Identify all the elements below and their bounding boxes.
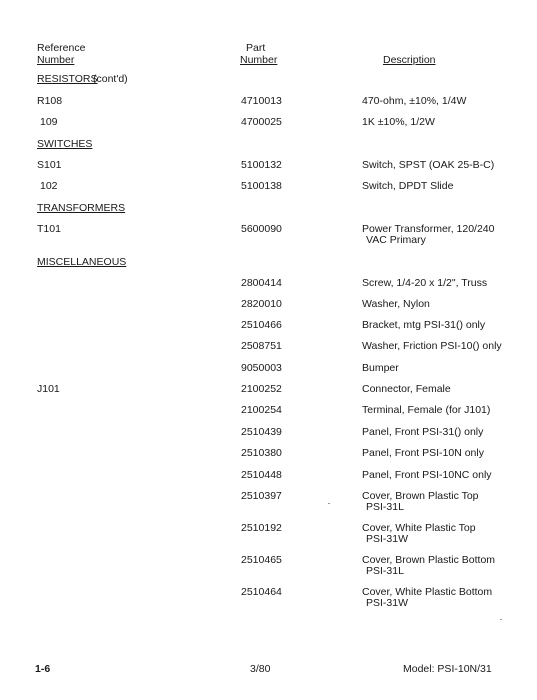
desc-cell: Screw, 1/4-20 x 1/2", Truss (362, 277, 488, 289)
section-resistors (37, 73, 98, 85)
desc-cell: Washer, Friction PSI-10() only (362, 340, 502, 352)
scan-speck (500, 619, 502, 620)
ref-cell: S101 (37, 159, 62, 171)
ref-number-header (37, 42, 85, 66)
table-row (0, 362, 537, 376)
desc-cell: Switch, SPST (OAK 25-B-C) (362, 159, 495, 171)
table-row (0, 447, 537, 461)
part-cell: 4700025 (241, 116, 282, 128)
part-cell: 2510380 (241, 447, 282, 459)
part-cell: 2510466 (241, 319, 282, 331)
description-header: Description (383, 54, 436, 66)
desc-cell: Cover, White Plastic Bottom (362, 586, 493, 598)
desc-cell: Washer, Nylon (362, 298, 430, 310)
table-row (0, 298, 537, 312)
desc-cell-line2: VAC Primary (366, 234, 426, 246)
part-cell: 2100254 (241, 404, 282, 416)
part-header-line2: Number (240, 54, 278, 66)
table-row (0, 340, 537, 354)
part-cell: 2510448 (241, 469, 282, 481)
ref-cell: J101 (37, 383, 60, 395)
part-cell: 2510397 (241, 490, 282, 502)
desc-cell-line2: PSI-31W (366, 597, 409, 609)
revision-date: 3/80 (250, 663, 271, 675)
ref-header-line1: Reference (37, 42, 86, 54)
part-cell: 5600090 (241, 223, 282, 235)
desc-cell: Panel, Front PSI-10N only (362, 447, 484, 459)
part-cell: 9050003 (241, 362, 282, 374)
desc-cell: 470-ohm, ±10%, 1/4W (362, 95, 467, 107)
part-cell: 2508751 (241, 340, 282, 352)
table-row (0, 277, 537, 291)
part-cell: 2820010 (241, 298, 282, 310)
desc-cell: Power Transformer, 120/240 (362, 223, 495, 235)
part-cell: 2800414 (241, 277, 282, 289)
desc-cell: Cover, White Plastic Top (362, 522, 476, 534)
table-row (0, 95, 537, 109)
part-cell: 2510192 (241, 522, 282, 534)
page-number: 1-6 (35, 663, 51, 675)
table-row (0, 554, 537, 580)
desc-cell: Terminal, Female (for J101) (362, 404, 491, 416)
part-cell: 2100252 (241, 383, 282, 395)
part-cell: 5100138 (241, 180, 282, 192)
table-row (0, 469, 537, 483)
table-row (0, 180, 537, 194)
table-row (0, 383, 537, 397)
desc-cell: Cover, Brown Plastic Bottom (362, 554, 496, 566)
table-row (0, 490, 537, 516)
desc-cell: 1K ±10%, 1/2W (362, 116, 435, 128)
ref-cell: R108 (37, 95, 63, 107)
table-row (0, 522, 537, 548)
part-header-line1: Part (246, 42, 266, 54)
part-number-header (240, 42, 277, 66)
ref-cell: 109 (40, 116, 58, 128)
desc-cell: Switch, DPDT Slide (362, 180, 454, 192)
part-cell: 2510465 (241, 554, 282, 566)
table-row (0, 116, 537, 130)
section-resistors-label: RESISTORS (37, 73, 98, 85)
desc-cell: Bumper (362, 362, 399, 374)
desc-cell: Panel, Front PSI-31() only (362, 426, 484, 438)
desc-cell-line2: PSI-31L (366, 565, 404, 577)
section-misc: MISCELLANEOUS (37, 256, 127, 268)
desc-cell: Connector, Female (362, 383, 451, 395)
table-row (0, 404, 537, 418)
part-cell: 4710013 (241, 95, 282, 107)
part-cell: 5100132 (241, 159, 282, 171)
desc-cell: Bracket, mtg PSI-31() only (362, 319, 486, 331)
table-row (0, 319, 537, 333)
ref-header-line2: Number (37, 54, 75, 66)
part-cell: 2510439 (241, 426, 282, 438)
table-row (0, 223, 537, 249)
ref-cell: 102 (40, 180, 58, 192)
desc-cell-line2: PSI-31L (366, 501, 404, 513)
section-transformers: TRANSFORMERS (37, 202, 126, 214)
table-row (0, 159, 537, 173)
model-number: Model: PSI-10N/31 (403, 663, 492, 675)
section-resistors-suffix: (cont'd) (93, 73, 128, 85)
desc-cell: Cover, Brown Plastic Top (362, 490, 479, 502)
table-row (0, 426, 537, 440)
table-row (0, 586, 537, 612)
part-cell: 2510464 (241, 586, 282, 598)
scan-speck (328, 503, 330, 504)
desc-cell: Panel, Front PSI-10NC only (362, 469, 492, 481)
section-switches: SWITCHES (37, 138, 93, 150)
desc-cell-line2: PSI-31W (366, 533, 409, 545)
ref-cell: T101 (37, 223, 61, 235)
